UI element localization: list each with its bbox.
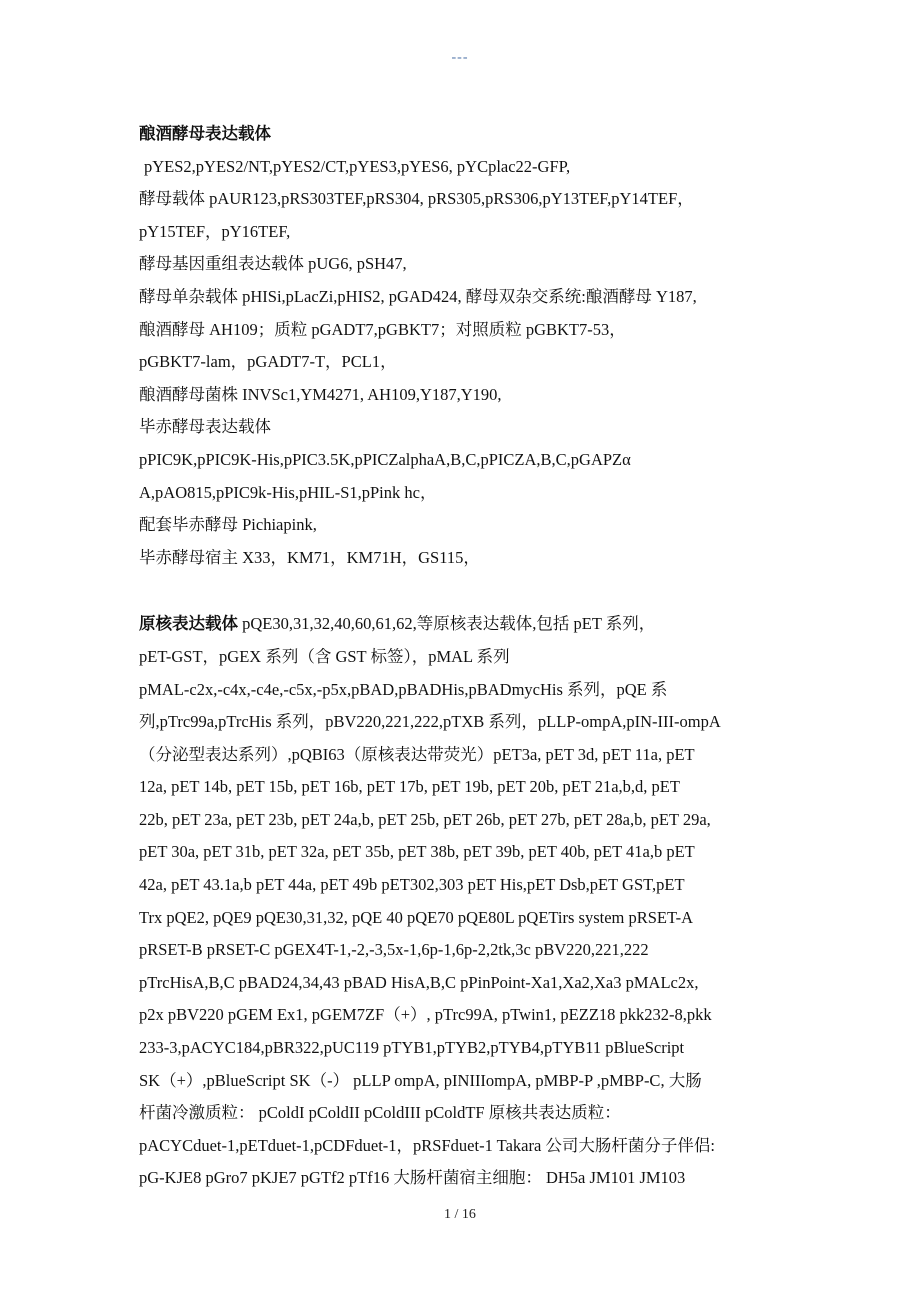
paragraph-line: 酵母单杂载体 pHISi,pLacZi,pHIS2, pGAD424, 酵母双杂交系统:酿酒酵母 Y187,	[139, 286, 697, 306]
heading-line-rest: pQE30,31,32,40,60,61,62,等原核表达载体,包括 pET 系列，	[238, 614, 656, 634]
paragraph-line: 233-3,pACYC184,pBR322,pUC119 pTYB1,pTYB2,pTYB4,pTYB11 pBlueScript	[139, 1038, 685, 1058]
paragraph-line: pTrcHisA,B,C pBAD24,34,43 pBAD HisA,B,C pPinPoint-Xa1,Xa2,Xa3 pMALc2x,	[139, 972, 699, 992]
paragraph-line: 22b, pET 23a, pET 23b, pET 24a,b, pET 25b, pET 26b, pET 27b, pET 28a,b, pET 29a,	[139, 809, 711, 829]
paragraph-line: pMAL-c2x,-c4x,-c4e,-c5x,-p5x,pBAD,pBADHis,pBADmycHis 系列，pQE 系	[139, 679, 668, 699]
paragraph-line: 酵母基因重组表达载体 pUG6, pSH47,	[139, 254, 407, 274]
paragraph-line: Trx pQE2, pQE9 pQE30,31,32, pQE 40 pQE70 pQE80L pQETirs system pRSET-A	[139, 907, 693, 927]
paragraph-line: pYES2,pYES2/NT,pYES2/CT,pYES3,pYES6, pYCplac22-GFP,	[144, 156, 571, 176]
paragraph-line: 42a, pET 43.1a,b pET 44a, pET 49b pET302,303 pET His,pET Dsb,pET GST,pET	[139, 875, 685, 895]
page-header-mark: ---	[451, 50, 469, 65]
paragraph-line: pGBKT7-lam，pGADT7-T，PCL1，	[139, 352, 397, 372]
paragraph-line: 酿酒酵母菌株 INVSc1,YM4271, AH109,Y187,Y190,	[139, 384, 502, 404]
paragraph-line: pPIC9K,pPIC9K-His,pPIC3.5K,pPICZalphaA,B,C,pPICZA,B,C,pGAPZα	[139, 449, 631, 469]
section-heading-yeast: 酿酒酵母表达载体	[139, 124, 271, 143]
paragraph-line: 列,pTrc99a,pTrcHis 系列，pBV220,221,222,pTXB 系列，pLLP-ompA,pIN-III-ompA	[139, 712, 721, 732]
section-gap	[139, 574, 799, 608]
paragraph-line: 酵母载体 pAUR123,pRS303TEF,pRS304, pRS305,pRS306,pY13TEF,pY14TEF，	[139, 189, 694, 209]
paragraph-line: pRSET-B pRSET-C pGEX4T-1,-2,-3,5x-1,6p-1,6p-2,2tk,3c pBV220,221,222	[139, 940, 649, 960]
paragraph-line: 毕赤酵母宿主 X33，KM71，KM71H，GS115，	[139, 547, 480, 567]
paragraph-line: A,pAO815,pPIC9k-His,pHIL-S1,pPink hc，	[139, 482, 437, 502]
paragraph-line: pY15TEF，pY16TEF,	[139, 221, 291, 241]
section-heading-prokaryotic: 原核表达载体	[139, 614, 238, 634]
paragraph-line: SK（+）,pBlueScript SK（-） pLLP ompA, pINIIIompA, pMBP-P ,pMBP-C, 大肠	[139, 1070, 702, 1090]
paragraph-line: pG-KJE8 pGro7 pKJE7 pGTf2 pTf16 大肠杆菌宿主细胞： DH5a JM101 JM103	[139, 1168, 686, 1188]
paragraph-line: p2x pBV220 pGEM Ex1, pGEM7ZF（+）, pTrc99A, pTwin1, pEZZ18 pkk232-8,pkk	[139, 1005, 712, 1025]
paragraph-line	[139, 608, 799, 641]
paragraph-line: 配套毕赤酵母 Pichiapink,	[139, 515, 317, 535]
paragraph-line: 12a, pET 14b, pET 15b, pET 16b, pET 17b, pET 19b, pET 20b, pET 21a,b,d, pET	[139, 777, 680, 797]
paragraph-line: 杆菌冷激质粒： pColdI pColdII pColdIII pColdTF 原核共表达质粒：	[139, 1103, 621, 1123]
paragraph-line: pET 30a, pET 31b, pET 32a, pET 35b, pET 38b, pET 39b, pET 40b, pET 41a,b pET	[139, 842, 695, 862]
paragraph-line: （分泌型表达系列）,pQBI63（原核表达带荧光）pET3a, pET 3d, pET 11a, pET	[139, 744, 695, 764]
paragraph-line: pACYCduet-1,pETduet-1,pCDFduet-1，pRSFduet-1 Takara 公司大肠杆菌分子伴侣:	[139, 1135, 715, 1155]
paragraph-line: 酿酒酵母 AH109；质粒 pGADT7,pGBKT7；对照质粒 pGBKT7-53，	[139, 319, 626, 339]
document-body	[139, 118, 799, 1195]
paragraph-line: pET-GST，pGEX 系列（含 GST 标签），pMAL 系列	[139, 646, 510, 666]
paragraph-line: 毕赤酵母表达载体	[139, 417, 271, 437]
page-number: 1 / 16	[444, 1207, 476, 1222]
